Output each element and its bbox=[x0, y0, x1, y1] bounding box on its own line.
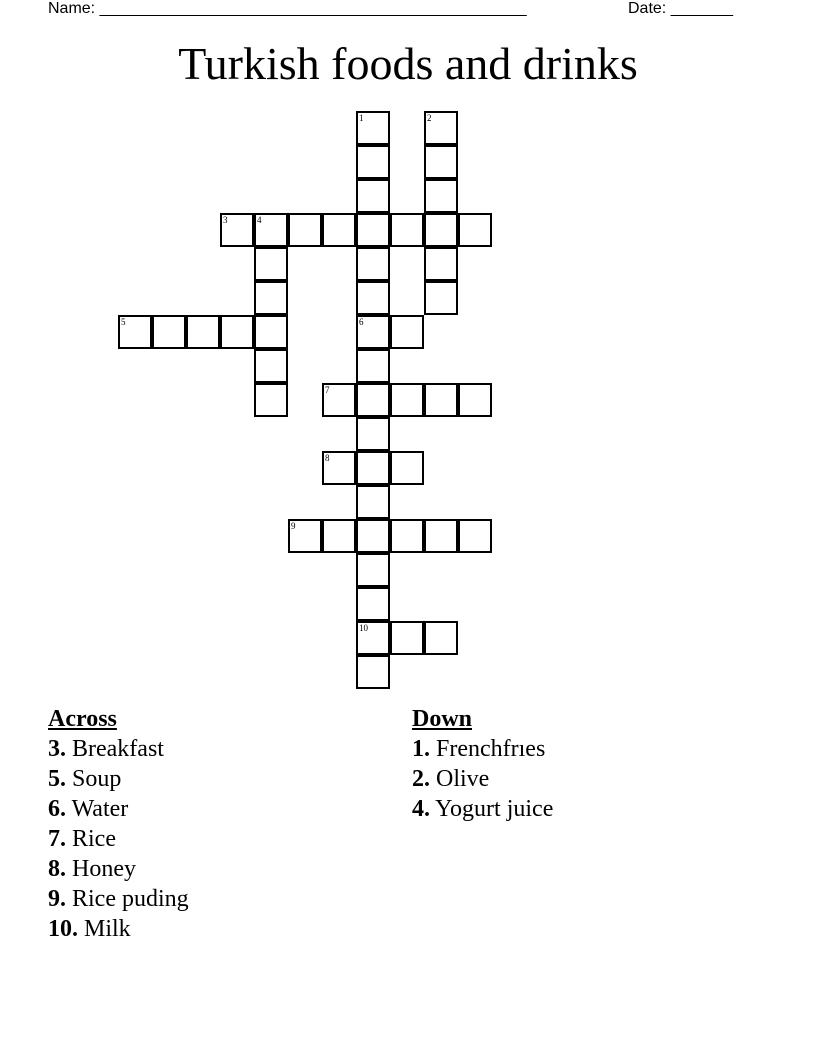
grid-cell[interactable] bbox=[356, 247, 390, 281]
grid-cell[interactable] bbox=[424, 383, 458, 417]
grid-cell[interactable] bbox=[152, 315, 186, 349]
clue-across-5: 5. Soup bbox=[48, 766, 122, 792]
grid-cell[interactable] bbox=[254, 213, 288, 247]
clue-number: 4 bbox=[257, 215, 262, 225]
clue-number: 5 bbox=[121, 317, 126, 327]
clue-number: 1 bbox=[359, 113, 364, 123]
grid-cell[interactable] bbox=[356, 655, 390, 689]
grid-cell[interactable] bbox=[424, 519, 458, 553]
grid-cell[interactable] bbox=[356, 145, 390, 179]
name-field: Name: ________________________________________________ bbox=[48, 0, 527, 17]
grid-cell[interactable] bbox=[288, 519, 322, 553]
grid-cell[interactable] bbox=[322, 451, 356, 485]
grid-cell[interactable] bbox=[390, 213, 424, 247]
across-heading: Across bbox=[48, 706, 117, 732]
grid-cell[interactable] bbox=[356, 417, 390, 451]
grid-cell[interactable] bbox=[424, 281, 458, 315]
grid-cell[interactable] bbox=[254, 281, 288, 315]
grid-cell[interactable] bbox=[356, 383, 390, 417]
grid-cell[interactable] bbox=[254, 349, 288, 383]
grid-cell[interactable] bbox=[356, 315, 390, 349]
grid-cell[interactable] bbox=[186, 315, 220, 349]
clue-across-8: 8. Honey bbox=[48, 856, 136, 882]
clue-across-9: 9. Rice puding bbox=[48, 886, 189, 912]
grid-cell[interactable] bbox=[288, 213, 322, 247]
clue-across-10: 10. Milk bbox=[48, 916, 131, 942]
grid-cell[interactable] bbox=[390, 621, 424, 655]
grid-cell[interactable] bbox=[322, 519, 356, 553]
grid-cell[interactable] bbox=[458, 519, 492, 553]
clue-number: 8 bbox=[325, 453, 330, 463]
grid-cell[interactable] bbox=[356, 553, 390, 587]
grid-cell[interactable] bbox=[424, 179, 458, 213]
grid-cell[interactable] bbox=[254, 315, 288, 349]
grid-cell[interactable] bbox=[390, 383, 424, 417]
grid-cell[interactable] bbox=[322, 383, 356, 417]
clue-across-3: 3. Breakfast bbox=[48, 736, 164, 762]
grid-cell[interactable] bbox=[424, 111, 458, 145]
grid-cell[interactable] bbox=[356, 621, 390, 655]
grid-cell[interactable] bbox=[254, 383, 288, 417]
grid-cell[interactable] bbox=[356, 519, 390, 553]
grid-cell[interactable] bbox=[356, 213, 390, 247]
grid-cell[interactable] bbox=[220, 315, 254, 349]
grid-cell[interactable] bbox=[458, 383, 492, 417]
clue-number: 10 bbox=[359, 623, 368, 633]
clue-down-2: 2. Olive bbox=[412, 766, 490, 792]
grid-cell[interactable] bbox=[322, 213, 356, 247]
page-title: Turkish foods and drinks bbox=[178, 38, 638, 89]
grid-cell[interactable] bbox=[424, 145, 458, 179]
clue-number: 2 bbox=[427, 113, 432, 123]
grid-cell[interactable] bbox=[356, 179, 390, 213]
clue-down-4: 4. Yogurt juice bbox=[412, 796, 554, 822]
clue-number: 9 bbox=[291, 521, 296, 531]
grid-cell[interactable] bbox=[356, 281, 390, 315]
grid-cell[interactable] bbox=[118, 315, 152, 349]
grid-cell[interactable] bbox=[390, 451, 424, 485]
grid-cell[interactable] bbox=[356, 587, 390, 621]
date-field: Date: _______ bbox=[628, 0, 733, 17]
grid-cell[interactable] bbox=[220, 213, 254, 247]
grid-cell[interactable] bbox=[424, 213, 458, 247]
clue-number: 3 bbox=[223, 215, 228, 225]
grid-cell[interactable] bbox=[254, 247, 288, 281]
grid-cell[interactable] bbox=[424, 621, 458, 655]
grid-cell[interactable] bbox=[356, 349, 390, 383]
grid-cell[interactable] bbox=[424, 247, 458, 281]
clue-number: 7 bbox=[325, 385, 330, 395]
grid-cell[interactable] bbox=[356, 451, 390, 485]
down-clues bbox=[412, 704, 553, 824]
grid-cell[interactable] bbox=[390, 519, 424, 553]
down-heading: Down bbox=[412, 706, 473, 732]
grid-cell[interactable] bbox=[356, 111, 390, 145]
grid-cell[interactable] bbox=[458, 213, 492, 247]
grid-cell[interactable] bbox=[390, 315, 424, 349]
clue-down-1: 1. Frenchfrıes bbox=[412, 736, 546, 762]
clue-number: 6 bbox=[359, 317, 364, 327]
grid-cell[interactable] bbox=[356, 485, 390, 519]
clue-across-6: 6. Water bbox=[48, 796, 129, 822]
clue-across-7: 7. Rice bbox=[48, 826, 116, 852]
across-clues bbox=[48, 704, 189, 944]
